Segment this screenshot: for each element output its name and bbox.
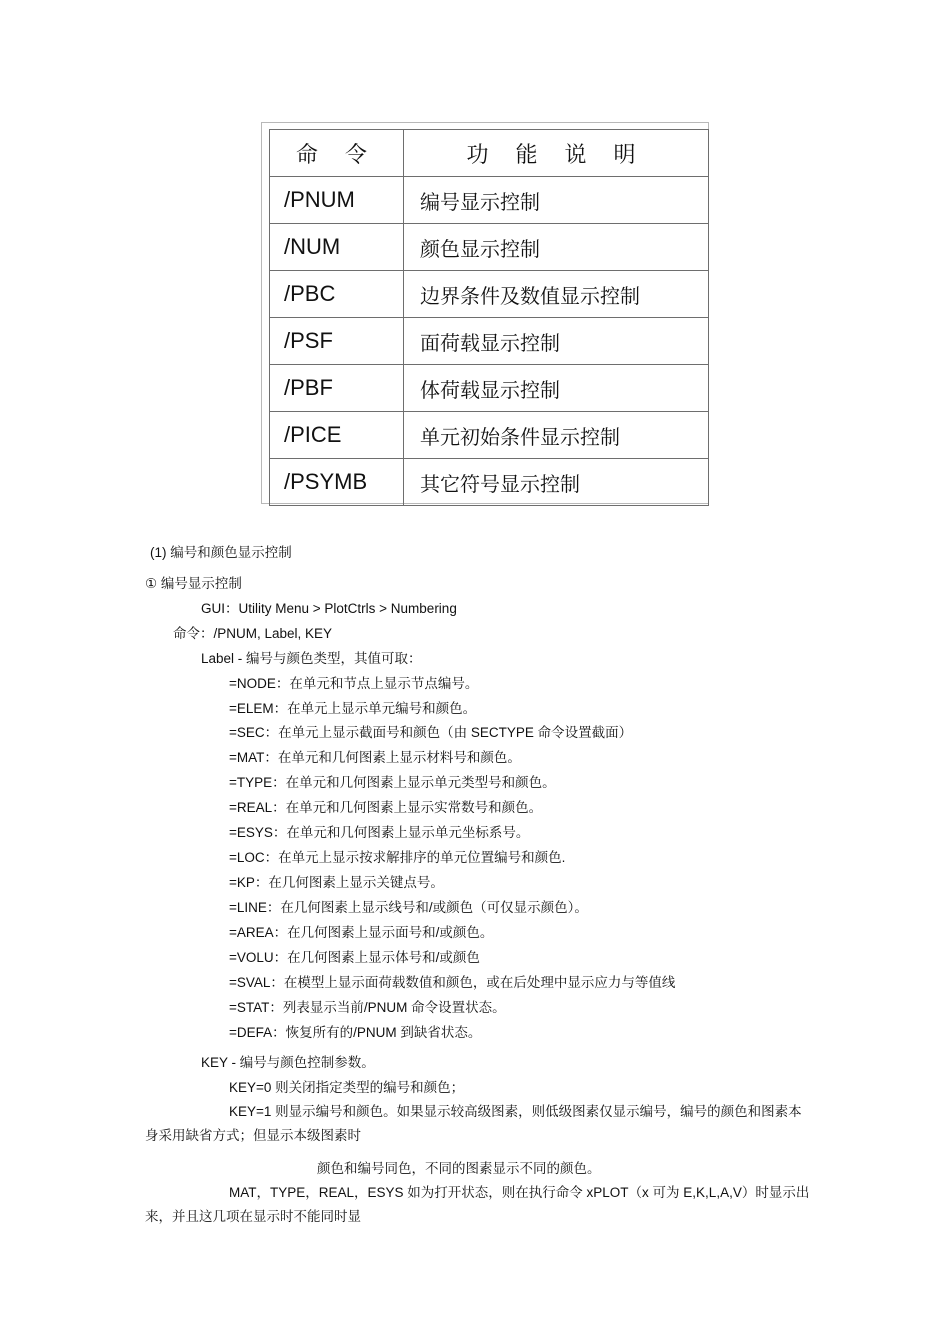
label-option: =ELEM：在单元上显示单元编号和颜色。 [229, 701, 477, 716]
description-cell: 颜色显示控制 [404, 224, 709, 271]
description-cell: 单元初始条件显示控制 [404, 412, 709, 459]
label-option: =SEC：在单元上显示截面号和颜色（由 SECTYPE 命令设置截面） [229, 725, 633, 740]
description-cell: 边界条件及数值显示控制 [404, 271, 709, 318]
table-header-row [270, 130, 709, 177]
note-paragraph: MAT，TYPE，REAL，ESYS 如为打开状态，则在执行命令 xPLOT（x 可为 E,K,L,A,V）时显示出来，并且这几项在显示时不能同时显 [145, 1185, 810, 1224]
label-option: =VOLU：在几何图素上显示体号和/或颜色 [229, 950, 480, 965]
gui-path: GUI：Utility Menu > PlotCtrls > Numbering [201, 601, 457, 616]
label-intro: Label - 编号与颜色类型，其值可取： [201, 651, 422, 666]
header-command: 命 令 [270, 130, 404, 177]
command-cell: /PICE [270, 412, 404, 459]
description-cell: 体荷载显示控制 [404, 365, 709, 412]
label-option: =AREA：在几何图素上显示面号和/或颜色。 [229, 925, 494, 940]
key-intro: KEY - 编号与颜色控制参数。 [201, 1055, 375, 1070]
label-option: =TYPE：在单元和几何图素上显示单元类型号和颜色。 [229, 775, 556, 790]
label-option: =STAT：列表显示当前/PNUM 命令设置状态。 [229, 1000, 506, 1015]
key-one-paragraph: KEY=1 则显示编号和颜色。如果显示较高级图素，则低级图素仅显示编号，编号的颜色和图素本身采用缺省方式；但显示本级图素时 [145, 1104, 802, 1143]
description-cell: 编号显示控制 [404, 177, 709, 224]
key-one-continuation: 颜色和编号同色，不同的图素显示不同的颜色。 [317, 1161, 601, 1176]
command-cell: /PBF [270, 365, 404, 412]
description-cell: 面荷载显示控制 [404, 318, 709, 365]
table-row [270, 412, 709, 459]
table-row [270, 224, 709, 271]
table-row [270, 271, 709, 318]
command-cell: /PNUM [270, 177, 404, 224]
header-description: 功 能 说 明 [404, 130, 709, 177]
label-option: =MAT：在单元和几何图素上显示材料号和颜色。 [229, 750, 521, 765]
command-table-frame [261, 122, 709, 504]
label-option: =NODE：在单元和节点上显示节点编号。 [229, 676, 479, 691]
label-option: =LINE：在几何图素上显示线号和/或颜色（可仅显示颜色）。 [229, 900, 588, 915]
command-cell: /PSF [270, 318, 404, 365]
command-cell: /PBC [270, 271, 404, 318]
description-cell: 其它符号显示控制 [404, 459, 709, 506]
command-cell: /NUM [270, 224, 404, 271]
table-row [270, 177, 709, 224]
command-syntax: 命令：/PNUM, Label, KEY [173, 626, 333, 641]
table-row [270, 459, 709, 506]
label-option: =DEFA：恢复所有的/PNUM 到缺省状态。 [229, 1025, 482, 1040]
command-table [269, 129, 709, 506]
subsection-heading: ① 编号显示控制 [145, 576, 242, 591]
label-option: =REAL：在单元和几何图素上显示实常数号和颜色。 [229, 800, 543, 815]
key-zero: KEY=0 则关闭指定类型的编号和颜色； [229, 1080, 465, 1095]
label-option: =SVAL：在模型上显示面荷载数值和颜色，或在后处理中显示应力与等值线 [229, 975, 676, 990]
command-cell: /PSYMB [270, 459, 404, 506]
table-row [270, 365, 709, 412]
section-heading: (1) 编号和颜色显示控制 [150, 545, 292, 560]
label-option: =LOC：在单元上显示按求解排序的单元位置编号和颜色. [229, 850, 566, 865]
label-option: =ESYS：在单元和几何图素上显示单元坐标系号。 [229, 825, 530, 840]
label-option: =KP：在几何图素上显示关键点号。 [229, 875, 444, 890]
table-row [270, 318, 709, 365]
